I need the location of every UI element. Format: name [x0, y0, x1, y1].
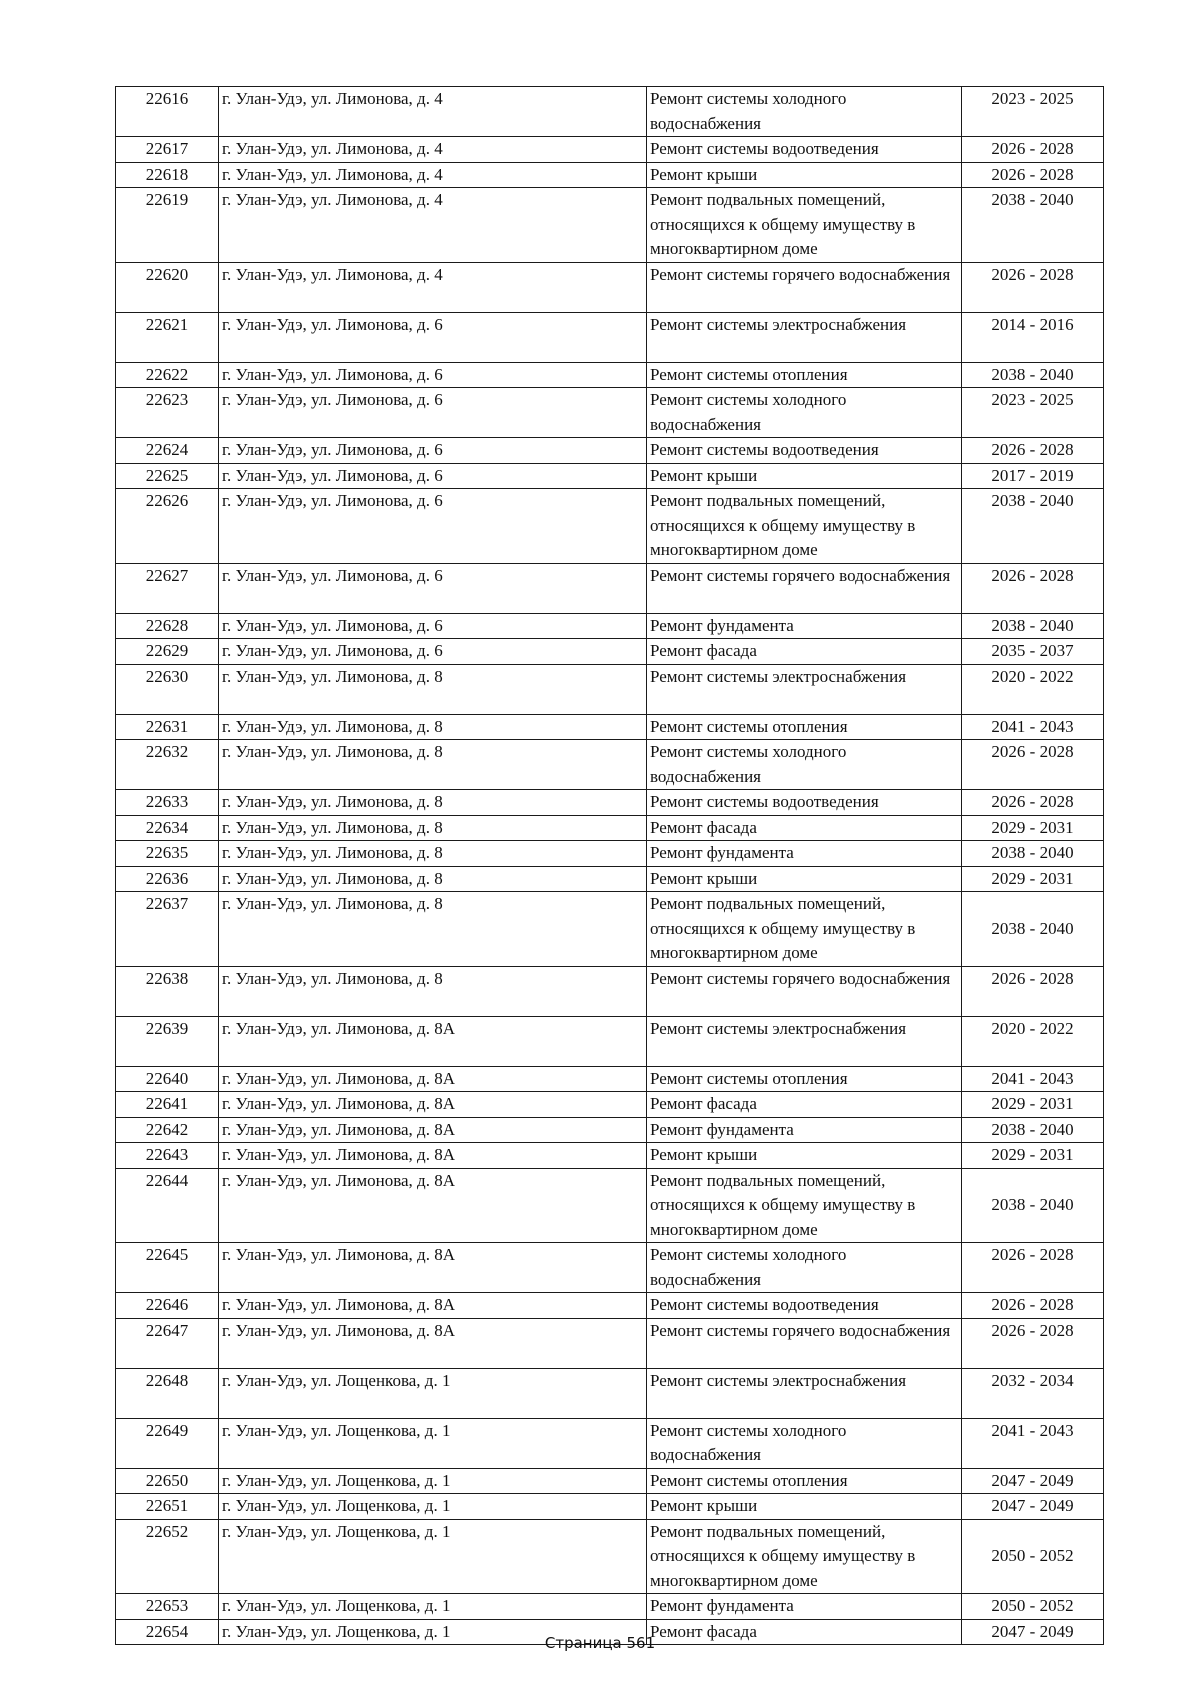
address-cell: г. Улан-Удэ, ул. Лимонова, д. 6	[219, 438, 647, 464]
period-cell: 2038 - 2040	[962, 489, 1104, 564]
address-cell: г. Улан-Удэ, ул. Лимонова, д. 8	[219, 740, 647, 790]
address-cell: г. Улан-Удэ, ул. Лимонова, д. 4	[219, 262, 647, 312]
period-cell: 2047 - 2049	[962, 1494, 1104, 1520]
table-row	[116, 388, 1104, 438]
row-number-cell: 22649	[116, 1418, 219, 1468]
address-cell: г. Улан-Удэ, ул. Лимонова, д. 8А	[219, 1092, 647, 1118]
row-number-cell: 22640	[116, 1066, 219, 1092]
row-number-cell: 22624	[116, 438, 219, 464]
work-type-cell: Ремонт системы отопления	[647, 1468, 962, 1494]
table-body	[116, 87, 1104, 1645]
work-type-cell: Ремонт крыши	[647, 866, 962, 892]
address-cell: г. Улан-Удэ, ул. Лимонова, д. 8А	[219, 1117, 647, 1143]
row-number-cell: 22616	[116, 87, 219, 137]
row-number-cell: 22627	[116, 563, 219, 613]
table-row	[116, 463, 1104, 489]
period-cell: 2032 - 2034	[962, 1368, 1104, 1418]
table-row	[116, 740, 1104, 790]
address-cell: г. Улан-Удэ, ул. Лимонова, д. 6	[219, 639, 647, 665]
address-cell: г. Улан-Удэ, ул. Лощенкова, д. 1	[219, 1494, 647, 1520]
address-cell: г. Улан-Удэ, ул. Лимонова, д. 6	[219, 463, 647, 489]
row-number-cell: 22642	[116, 1117, 219, 1143]
address-cell: г. Улан-Удэ, ул. Лимонова, д. 8А	[219, 1016, 647, 1066]
work-type-cell: Ремонт системы отопления	[647, 1066, 962, 1092]
work-type-cell: Ремонт системы электроснабжения	[647, 664, 962, 714]
work-type-cell: Ремонт системы отопления	[647, 714, 962, 740]
row-number-cell: 22647	[116, 1318, 219, 1368]
page-number: Страница 561	[544, 1634, 656, 1652]
row-number-cell: 22625	[116, 463, 219, 489]
row-number-cell: 22618	[116, 162, 219, 188]
row-number-cell: 22644	[116, 1168, 219, 1243]
address-cell: г. Улан-Удэ, ул. Лощенкова, д. 1	[219, 1619, 647, 1645]
work-type-cell: Ремонт подвальных помещений, относящихся к общему имуществу в многоквартирном доме	[647, 489, 962, 564]
row-number-cell: 22646	[116, 1293, 219, 1319]
table-row	[116, 1293, 1104, 1319]
table-row	[116, 137, 1104, 163]
address-cell: г. Улан-Удэ, ул. Лимонова, д. 4	[219, 137, 647, 163]
period-cell: 2047 - 2049	[962, 1468, 1104, 1494]
period-cell: 2029 - 2031	[962, 815, 1104, 841]
period-cell: 2047 - 2049	[962, 1619, 1104, 1645]
row-number-cell: 22643	[116, 1143, 219, 1169]
work-type-cell: Ремонт системы холодного водоснабжения	[647, 1243, 962, 1293]
row-number-cell: 22636	[116, 866, 219, 892]
address-cell: г. Улан-Удэ, ул. Лимонова, д. 8	[219, 815, 647, 841]
row-number-cell: 22635	[116, 841, 219, 867]
table-row	[116, 489, 1104, 564]
address-cell: г. Улан-Удэ, ул. Лимонова, д. 8	[219, 714, 647, 740]
address-cell: г. Улан-Удэ, ул. Лимонова, д. 6	[219, 489, 647, 564]
row-number-cell: 22641	[116, 1092, 219, 1118]
row-number-cell: 22651	[116, 1494, 219, 1520]
work-type-cell: Ремонт крыши	[647, 463, 962, 489]
table-row	[116, 1494, 1104, 1520]
work-type-cell: Ремонт фасада	[647, 1619, 962, 1645]
period-cell: 2023 - 2025	[962, 87, 1104, 137]
work-type-cell: Ремонт системы холодного водоснабжения	[647, 87, 962, 137]
work-type-cell: Ремонт подвальных помещений, относящихся к общему имуществу в многоквартирном доме	[647, 892, 962, 967]
period-cell: 2038 - 2040	[962, 841, 1104, 867]
table-row	[116, 1092, 1104, 1118]
row-number-cell: 22653	[116, 1594, 219, 1620]
period-cell: 2038 - 2040	[962, 1168, 1104, 1243]
address-cell: г. Улан-Удэ, ул. Лимонова, д. 6	[219, 563, 647, 613]
period-cell: 2026 - 2028	[962, 1243, 1104, 1293]
table-row	[116, 841, 1104, 867]
table-row	[116, 1594, 1104, 1620]
work-type-cell: Ремонт системы холодного водоснабжения	[647, 740, 962, 790]
work-type-cell: Ремонт фасада	[647, 815, 962, 841]
address-cell: г. Улан-Удэ, ул. Лощенкова, д. 1	[219, 1468, 647, 1494]
period-cell: 2020 - 2022	[962, 664, 1104, 714]
work-type-cell: Ремонт системы горячего водоснабжения	[647, 262, 962, 312]
work-type-cell: Ремонт системы горячего водоснабжения	[647, 1318, 962, 1368]
work-type-cell: Ремонт системы водоотведения	[647, 137, 962, 163]
period-cell: 2023 - 2025	[962, 388, 1104, 438]
period-cell: 2041 - 2043	[962, 1066, 1104, 1092]
address-cell: г. Улан-Удэ, ул. Лощенкова, д. 1	[219, 1418, 647, 1468]
period-cell: 2026 - 2028	[962, 262, 1104, 312]
address-cell: г. Улан-Удэ, ул. Лимонова, д. 8А	[219, 1168, 647, 1243]
work-type-cell: Ремонт подвальных помещений, относящихся к общему имуществу в многоквартирном доме	[647, 1168, 962, 1243]
work-type-cell: Ремонт крыши	[647, 162, 962, 188]
address-cell: г. Улан-Удэ, ул. Лимонова, д. 8А	[219, 1318, 647, 1368]
table-row	[116, 790, 1104, 816]
table-row	[116, 613, 1104, 639]
period-cell: 2026 - 2028	[962, 162, 1104, 188]
work-type-cell: Ремонт крыши	[647, 1143, 962, 1169]
period-cell: 2017 - 2019	[962, 463, 1104, 489]
address-cell: г. Улан-Удэ, ул. Лимонова, д. 6	[219, 362, 647, 388]
period-cell: 2029 - 2031	[962, 866, 1104, 892]
table-row	[116, 866, 1104, 892]
period-cell: 2038 - 2040	[962, 362, 1104, 388]
period-cell: 2050 - 2052	[962, 1594, 1104, 1620]
address-cell: г. Улан-Удэ, ул. Лимонова, д. 4	[219, 188, 647, 263]
period-cell: 2020 - 2022	[962, 1016, 1104, 1066]
work-type-cell: Ремонт фундамента	[647, 1594, 962, 1620]
table-row	[116, 1143, 1104, 1169]
table-row	[116, 1016, 1104, 1066]
address-cell: г. Улан-Удэ, ул. Лимонова, д. 8	[219, 790, 647, 816]
address-cell: г. Улан-Удэ, ул. Лимонова, д. 8	[219, 664, 647, 714]
row-number-cell: 22623	[116, 388, 219, 438]
table-row	[116, 1468, 1104, 1494]
work-type-cell: Ремонт системы холодного водоснабжения	[647, 1418, 962, 1468]
work-type-cell: Ремонт системы электроснабжения	[647, 312, 962, 362]
table-row	[116, 438, 1104, 464]
work-type-cell: Ремонт системы водоотведения	[647, 438, 962, 464]
period-cell: 2026 - 2028	[962, 563, 1104, 613]
row-number-cell: 22620	[116, 262, 219, 312]
address-cell: г. Улан-Удэ, ул. Лимонова, д. 8А	[219, 1143, 647, 1169]
table-row	[116, 1168, 1104, 1243]
address-cell: г. Улан-Удэ, ул. Лимонова, д. 8	[219, 892, 647, 967]
address-cell: г. Улан-Удэ, ул. Лощенкова, д. 1	[219, 1368, 647, 1418]
work-type-cell: Ремонт фундамента	[647, 1117, 962, 1143]
row-number-cell: 22619	[116, 188, 219, 263]
table-row	[116, 262, 1104, 312]
table-row	[116, 815, 1104, 841]
row-number-cell: 22654	[116, 1619, 219, 1645]
table-row	[116, 639, 1104, 665]
work-type-cell: Ремонт системы отопления	[647, 362, 962, 388]
row-number-cell: 22621	[116, 312, 219, 362]
row-number-cell: 22629	[116, 639, 219, 665]
table-row	[116, 87, 1104, 137]
row-number-cell: 22617	[116, 137, 219, 163]
period-cell: 2041 - 2043	[962, 1418, 1104, 1468]
address-cell: г. Улан-Удэ, ул. Лимонова, д. 8	[219, 866, 647, 892]
row-number-cell: 22632	[116, 740, 219, 790]
table-row	[116, 563, 1104, 613]
address-cell: г. Улан-Удэ, ул. Лимонова, д. 8	[219, 841, 647, 867]
row-number-cell: 22638	[116, 966, 219, 1016]
repair-schedule-table	[115, 86, 1104, 1645]
table-row	[116, 892, 1104, 967]
address-cell: г. Улан-Удэ, ул. Лощенкова, д. 1	[219, 1594, 647, 1620]
row-number-cell: 22626	[116, 489, 219, 564]
period-cell: 2038 - 2040	[962, 188, 1104, 263]
work-type-cell: Ремонт подвальных помещений, относящихся к общему имуществу в многоквартирном доме	[647, 1519, 962, 1594]
row-number-cell: 22648	[116, 1368, 219, 1418]
table-row	[116, 1243, 1104, 1293]
row-number-cell: 22645	[116, 1243, 219, 1293]
row-number-cell: 22652	[116, 1519, 219, 1594]
address-cell: г. Улан-Удэ, ул. Лимонова, д. 8А	[219, 1066, 647, 1092]
table-row	[116, 1368, 1104, 1418]
row-number-cell: 22630	[116, 664, 219, 714]
address-cell: г. Улан-Удэ, ул. Лимонова, д. 8А	[219, 1293, 647, 1319]
table-row	[116, 664, 1104, 714]
period-cell: 2038 - 2040	[962, 892, 1104, 967]
table-row	[116, 1418, 1104, 1468]
work-type-cell: Ремонт системы водоотведения	[647, 1293, 962, 1319]
work-type-cell: Ремонт фасада	[647, 1092, 962, 1118]
address-cell: г. Улан-Удэ, ул. Лимонова, д. 8	[219, 966, 647, 1016]
row-number-cell: 22639	[116, 1016, 219, 1066]
work-type-cell: Ремонт системы холодного водоснабжения	[647, 388, 962, 438]
table-row	[116, 188, 1104, 263]
table-row	[116, 312, 1104, 362]
table-row	[116, 1117, 1104, 1143]
row-number-cell: 22631	[116, 714, 219, 740]
address-cell: г. Улан-Удэ, ул. Лимонова, д. 6	[219, 312, 647, 362]
work-type-cell: Ремонт подвальных помещений, относящихся к общему имуществу в многоквартирном доме	[647, 188, 962, 263]
period-cell: 2050 - 2052	[962, 1519, 1104, 1594]
table-row	[116, 714, 1104, 740]
address-cell: г. Улан-Удэ, ул. Лощенкова, д. 1	[219, 1519, 647, 1594]
period-cell: 2038 - 2040	[962, 1117, 1104, 1143]
period-cell: 2029 - 2031	[962, 1092, 1104, 1118]
work-type-cell: Ремонт системы водоотведения	[647, 790, 962, 816]
work-type-cell: Ремонт фундамента	[647, 841, 962, 867]
period-cell: 2038 - 2040	[962, 613, 1104, 639]
row-number-cell: 22633	[116, 790, 219, 816]
work-type-cell: Ремонт системы электроснабжения	[647, 1016, 962, 1066]
row-number-cell: 22628	[116, 613, 219, 639]
row-number-cell: 22650	[116, 1468, 219, 1494]
table-row	[116, 362, 1104, 388]
table-row	[116, 1066, 1104, 1092]
address-cell: г. Улан-Удэ, ул. Лимонова, д. 8А	[219, 1243, 647, 1293]
address-cell: г. Улан-Удэ, ул. Лимонова, д. 4	[219, 87, 647, 137]
work-type-cell: Ремонт системы горячего водоснабжения	[647, 563, 962, 613]
table-row	[116, 1519, 1104, 1594]
work-type-cell: Ремонт системы горячего водоснабжения	[647, 966, 962, 1016]
work-type-cell: Ремонт системы электроснабжения	[647, 1368, 962, 1418]
period-cell: 2026 - 2028	[962, 438, 1104, 464]
period-cell: 2014 - 2016	[962, 312, 1104, 362]
period-cell: 2035 - 2037	[962, 639, 1104, 665]
period-cell: 2026 - 2028	[962, 1318, 1104, 1368]
row-number-cell: 22634	[116, 815, 219, 841]
period-cell: 2026 - 2028	[962, 137, 1104, 163]
work-type-cell: Ремонт фасада	[647, 639, 962, 665]
address-cell: г. Улан-Удэ, ул. Лимонова, д. 4	[219, 162, 647, 188]
row-number-cell: 22622	[116, 362, 219, 388]
row-number-cell: 22637	[116, 892, 219, 967]
period-cell: 2026 - 2028	[962, 1293, 1104, 1319]
address-cell: г. Улан-Удэ, ул. Лимонова, д. 6	[219, 388, 647, 438]
period-cell: 2041 - 2043	[962, 714, 1104, 740]
work-type-cell: Ремонт крыши	[647, 1494, 962, 1520]
work-type-cell: Ремонт фундамента	[647, 613, 962, 639]
address-cell: г. Улан-Удэ, ул. Лимонова, д. 6	[219, 613, 647, 639]
period-cell: 2026 - 2028	[962, 790, 1104, 816]
period-cell: 2026 - 2028	[962, 740, 1104, 790]
table-row	[116, 1318, 1104, 1368]
table-row	[116, 966, 1104, 1016]
period-cell: 2029 - 2031	[962, 1143, 1104, 1169]
period-cell: 2026 - 2028	[962, 966, 1104, 1016]
table-row	[116, 162, 1104, 188]
